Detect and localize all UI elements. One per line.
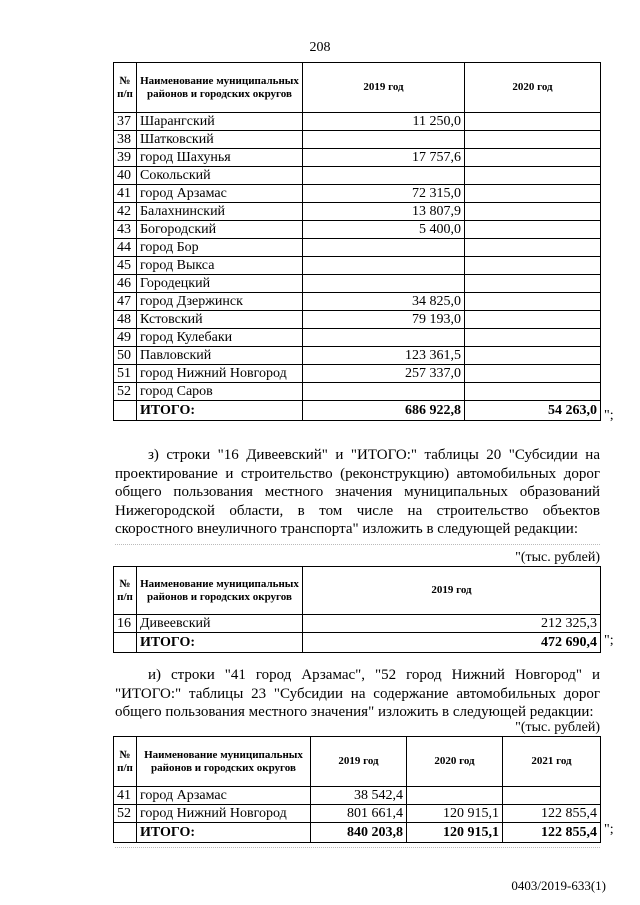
row-number: 52	[114, 383, 137, 401]
row-value-y2020	[465, 311, 601, 329]
table-row	[114, 347, 601, 365]
row-number: 52	[114, 805, 137, 823]
row-name: город Выкса	[137, 257, 303, 275]
row-name: Шатковский	[137, 131, 303, 149]
closing-quote-2: ";	[604, 633, 614, 648]
row-name: город Нижний Новгород	[137, 365, 303, 383]
header-2020: 2020 год	[465, 63, 601, 113]
row-value-y2020	[465, 167, 601, 185]
header-2019: 2019 год	[311, 737, 407, 787]
row-value-y2019: 13 807,9	[303, 203, 465, 221]
row-value-y2020	[465, 149, 601, 167]
total-value-y2019: 472 690,4	[303, 633, 601, 653]
divider	[115, 847, 600, 848]
row-value-y2020	[465, 329, 601, 347]
header-2019: 2019 год	[303, 567, 601, 615]
total-label: ИТОГО:	[137, 401, 303, 421]
row-value-y2021: 122 855,4	[503, 805, 601, 823]
row-value-y2019	[303, 239, 465, 257]
table-row	[114, 329, 601, 347]
table-row	[114, 113, 601, 131]
row-value-y2020	[465, 275, 601, 293]
table-row	[114, 365, 601, 383]
header-num: № п/п	[114, 63, 137, 113]
row-value-y2020	[465, 131, 601, 149]
paragraph-line: и) строки "41 город Арзамас", "52 город Нижний Новгород" и	[148, 667, 600, 683]
row-value-y2019: 72 315,0	[303, 185, 465, 203]
row-name: Кстовский	[137, 311, 303, 329]
row-value-y2020	[465, 383, 601, 401]
row-name: Сокольский	[137, 167, 303, 185]
header-2020: 2020 год	[407, 737, 503, 787]
row-number: 49	[114, 329, 137, 347]
row-value-y2019	[303, 383, 465, 401]
row-value-y2020	[465, 293, 601, 311]
paragraph-line: скоростного внеуличного транспорта" изложить в следующей редакции:	[115, 521, 579, 538]
row-name: город Бор	[137, 239, 303, 257]
total-row	[114, 823, 601, 843]
row-value-y2019	[303, 131, 465, 149]
row-value-y2019	[303, 167, 465, 185]
header-num: № п/п	[114, 737, 137, 787]
row-name: Балахнинский	[137, 203, 303, 221]
row-value-y2019: 123 361,5	[303, 347, 465, 365]
row-number: 43	[114, 221, 137, 239]
row-name: город Арзамас	[137, 787, 311, 805]
row-name: город Кулебаки	[137, 329, 303, 347]
row-number: 39	[114, 149, 137, 167]
row-value-y2020	[407, 787, 503, 805]
row-name: Городецкий	[137, 275, 303, 293]
table-subsidies-3	[113, 736, 601, 843]
table-row	[114, 131, 601, 149]
row-number: 40	[114, 167, 137, 185]
units-label-2: "(тыс. рублей)	[515, 720, 600, 735]
total-row	[114, 401, 601, 421]
row-value-y2019: 38 542,4	[311, 787, 407, 805]
table-row	[114, 293, 601, 311]
empty-cell	[114, 633, 137, 653]
total-label: ИТОГО:	[137, 823, 311, 843]
table-subsidies-2	[113, 566, 601, 653]
row-value-y2019	[303, 275, 465, 293]
paragraph-line: "ИТОГО:" таблицы 23 "Субсидии на содержание автомобильных дорог	[115, 685, 600, 702]
row-value-y2019: 5 400,0	[303, 221, 465, 239]
row-number: 16	[114, 615, 137, 633]
header-name: Наименование муниципальных районов и городских округов	[137, 567, 303, 615]
row-value-y2020	[465, 347, 601, 365]
table-row	[114, 221, 601, 239]
header-name: Наименование муниципальных районов и городских округов	[137, 63, 303, 113]
paragraph-z	[115, 446, 600, 539]
row-value-y2020: 120 915,1	[407, 805, 503, 823]
page-number: 208	[309, 40, 331, 55]
row-name: Шарангский	[137, 113, 303, 131]
row-value-y2019	[303, 257, 465, 275]
paragraph-line: з) строки "16 Дивеевский" и "ИТОГО:" таблицы 20 "Субсидии на	[148, 447, 600, 463]
total-value-y2021: 122 855,4	[503, 823, 601, 843]
row-value-y2020	[465, 203, 601, 221]
closing-quote-3: ";	[604, 822, 614, 837]
closing-quote-1: ";	[604, 408, 614, 423]
row-name: город Арзамас	[137, 185, 303, 203]
row-number: 42	[114, 203, 137, 221]
paragraph-line: Нижегородской области, в том числе на строительство объектов	[115, 502, 600, 519]
row-name: город Нижний Новгород	[137, 805, 311, 823]
total-value-y2019: 840 203,8	[311, 823, 407, 843]
row-value-y2019: 17 757,6	[303, 149, 465, 167]
table-row	[114, 805, 601, 823]
row-value-y2021	[503, 787, 601, 805]
row-name: город Дзержинск	[137, 293, 303, 311]
paragraph-line: проектирование и строительство (реконструкцию) автомобильных дорог	[115, 465, 600, 482]
total-label: ИТОГО:	[137, 633, 303, 653]
table-row	[114, 239, 601, 257]
row-value-y2019: 212 325,3	[303, 615, 601, 633]
header-name: Наименование муниципальных районов и городских округов	[137, 737, 311, 787]
row-name: Богородский	[137, 221, 303, 239]
table-row	[114, 167, 601, 185]
row-number: 44	[114, 239, 137, 257]
row-name: город Шахунья	[137, 149, 303, 167]
row-number: 48	[114, 311, 137, 329]
table-row	[114, 257, 601, 275]
table-row	[114, 615, 601, 633]
units-label-1: "(тыс. рублей)	[515, 550, 600, 565]
row-value-y2019: 34 825,0	[303, 293, 465, 311]
row-number: 38	[114, 131, 137, 149]
row-value-y2020	[465, 365, 601, 383]
paragraph-line: общего пользования местного значения муниципальных образований	[115, 484, 600, 501]
divider	[115, 544, 600, 545]
row-number: 47	[114, 293, 137, 311]
row-value-y2019: 801 661,4	[311, 805, 407, 823]
table-row	[114, 311, 601, 329]
paragraph-line: общего пользования местного значения" изложить в следующей редакции:	[115, 704, 594, 721]
total-row	[114, 633, 601, 653]
empty-cell	[114, 823, 137, 843]
table-row	[114, 185, 601, 203]
table-row	[114, 275, 601, 293]
paragraph-i	[115, 666, 600, 722]
document-reference: 0403/2019-633(1)	[511, 878, 606, 893]
header-num: № п/п	[114, 567, 137, 615]
row-name: город Саров	[137, 383, 303, 401]
table-row	[114, 787, 601, 805]
row-number: 41	[114, 787, 137, 805]
total-value-y2020: 54 263,0	[465, 401, 601, 421]
row-value-y2019: 11 250,0	[303, 113, 465, 131]
row-number: 51	[114, 365, 137, 383]
empty-cell	[114, 401, 137, 421]
row-value-y2019: 257 337,0	[303, 365, 465, 383]
row-value-y2019: 79 193,0	[303, 311, 465, 329]
row-number: 41	[114, 185, 137, 203]
row-value-y2019	[303, 329, 465, 347]
row-name: Павловский	[137, 347, 303, 365]
row-value-y2020	[465, 185, 601, 203]
total-value-y2019: 686 922,8	[303, 401, 465, 421]
table-row	[114, 203, 601, 221]
row-value-y2020	[465, 239, 601, 257]
row-name: Дивеевский	[137, 615, 303, 633]
row-number: 37	[114, 113, 137, 131]
row-number: 45	[114, 257, 137, 275]
table-row	[114, 383, 601, 401]
row-number: 46	[114, 275, 137, 293]
row-number: 50	[114, 347, 137, 365]
table-row	[114, 149, 601, 167]
total-value-y2020: 120 915,1	[407, 823, 503, 843]
row-value-y2020	[465, 113, 601, 131]
table-subsidies-1	[113, 62, 601, 421]
row-value-y2020	[465, 257, 601, 275]
header-2019: 2019 год	[303, 63, 465, 113]
row-value-y2020	[465, 221, 601, 239]
header-2021: 2021 год	[503, 737, 601, 787]
